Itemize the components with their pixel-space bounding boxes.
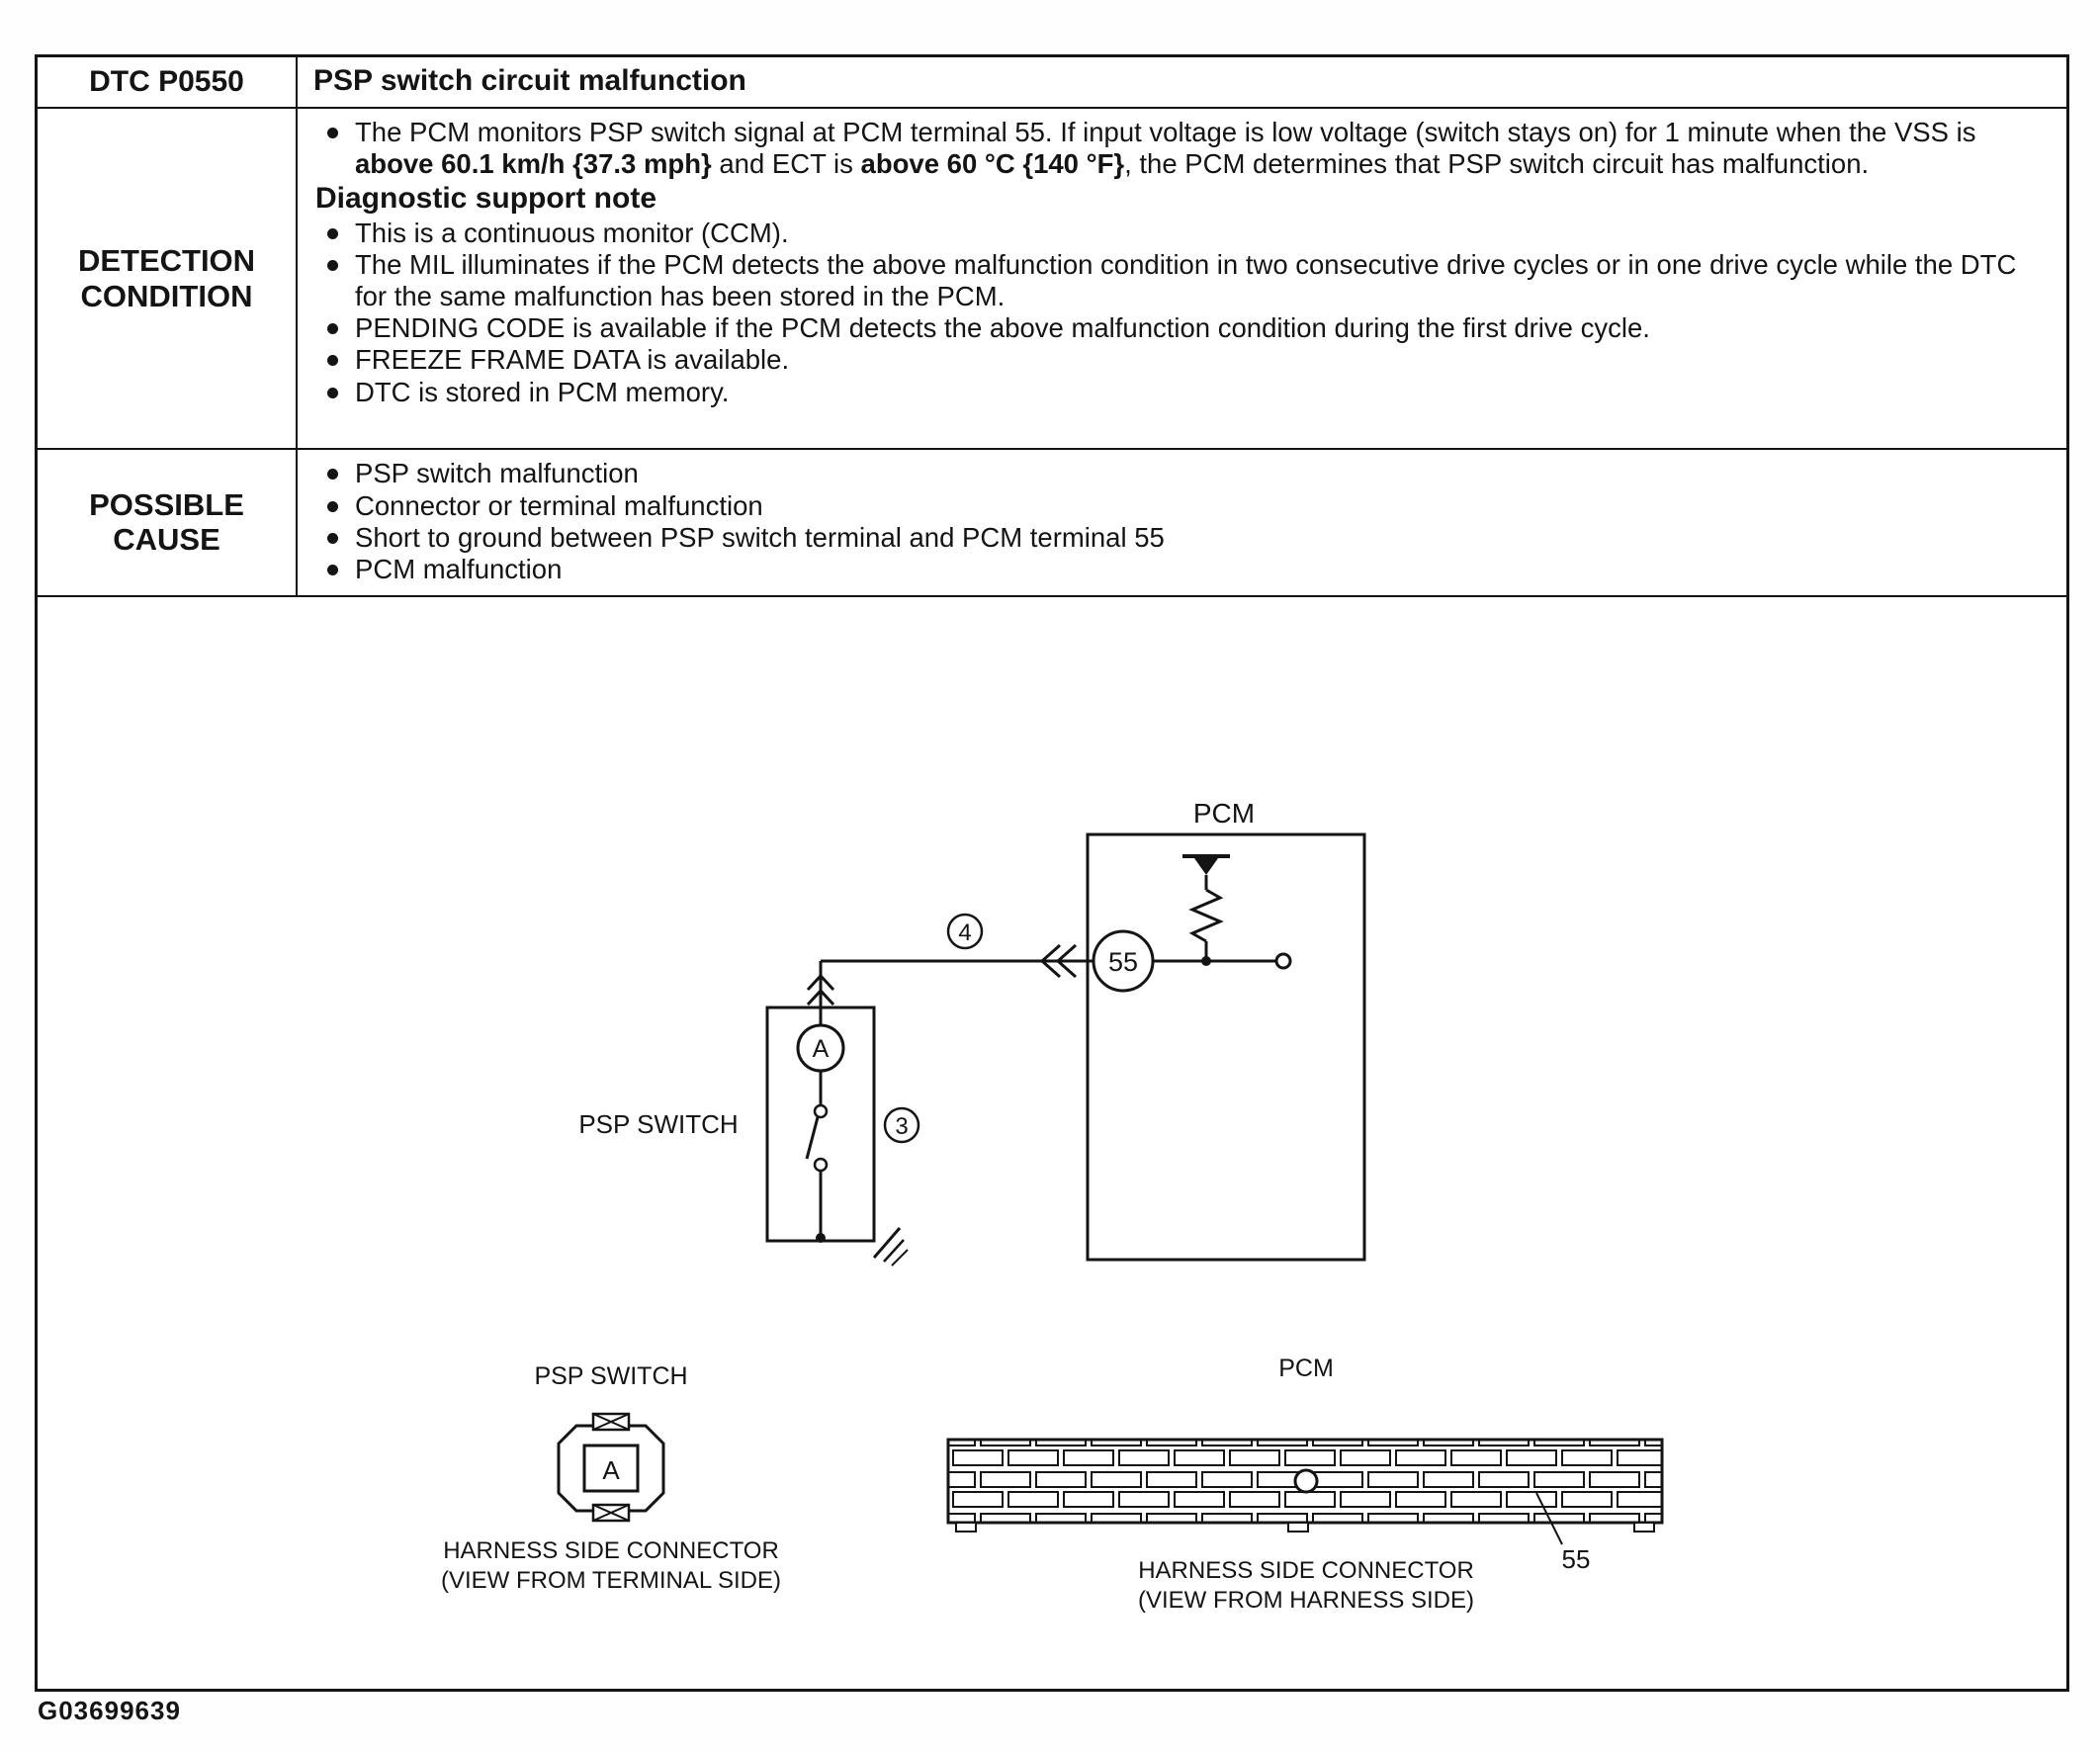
junction-dot [1201, 956, 1211, 966]
text-segment-bold: above 60 °C {140 °F} [860, 147, 1125, 179]
circuit-diagram [38, 597, 2066, 1689]
detection-bullet-3 [313, 249, 2051, 311]
figure-id: G03699639 [38, 1696, 181, 1725]
text-segment: DTC is stored in PCM memory. [355, 376, 730, 407]
terminal-a-label: A [812, 1034, 830, 1063]
text-segment: This is a continuous monitor (CCM). [355, 218, 789, 249]
detection-bullet-list-top [313, 117, 2051, 179]
cause-bullet-1 [313, 458, 2051, 488]
text-segment: PCM malfunction [355, 554, 563, 585]
psp-connector-pin-a: A [602, 1454, 620, 1485]
text-segment-bold: above 60.1 km/h {37.3 mph} [355, 147, 712, 179]
pcm-connector-caption-1: HARNESS SIDE CONNECTOR [1138, 1556, 1474, 1584]
terminal-55-label: 55 [1107, 946, 1139, 977]
diagnostic-support-note-heading: Diagnostic support note [315, 181, 656, 215]
possible-cause-row [38, 450, 2066, 596]
connector-foot-right [1634, 1523, 1654, 1532]
pcm-connector-title: PCM [1278, 1354, 1334, 1382]
wiring-diagram-row [38, 597, 2066, 1689]
detection-bullet-1 [313, 117, 2051, 179]
pcm-block-label: PCM [1192, 797, 1256, 829]
connector-lock-tab-bottom [593, 1505, 629, 1521]
wire-3-callout [885, 1108, 919, 1142]
wire-4-label: 4 [958, 919, 972, 946]
detection-bullet-5 [313, 344, 2051, 375]
connector-foot-left [956, 1523, 976, 1532]
text-segment: FREEZE FRAME DATA is available. [355, 344, 790, 376]
text-segment: , the PCM determines that PSP switch circuit has malfunction. [1124, 147, 1870, 179]
wiring-diagram-cell [38, 597, 2066, 1689]
text-segment: PENDING CODE is available if the PCM detects the above malfunction condition during the first drive cycle. [355, 312, 1650, 344]
cause-bullet-2 [313, 490, 2051, 521]
possible-cause-bullet-list [313, 458, 2051, 584]
wire-3-label: 3 [895, 1112, 909, 1140]
dtc-code: DTC P0550 [38, 57, 298, 107]
possible-cause-content [298, 450, 2066, 594]
text-segment: Connector or terminal malfunction [355, 489, 763, 521]
text-segment: Short to ground between PSP switch terminal and PCM terminal 55 [355, 521, 1165, 553]
pcm-connector-hole [1295, 1470, 1317, 1492]
psp-connector-drawing [559, 1414, 663, 1521]
wire-4-callout [948, 915, 982, 948]
dtc-title: PSP switch circuit malfunction [313, 64, 746, 97]
cause-bullet-4 [313, 554, 2051, 584]
power-supply-icon [1182, 856, 1230, 890]
cause-bullet-3 [313, 522, 2051, 553]
pcm-connector-pin-55: 55 [1561, 1543, 1591, 1574]
detection-condition-label: DETECTION CONDITION [38, 109, 298, 448]
pcm-connector-caption-2: (VIEW FROM HARNESS SIDE) [1137, 1586, 1475, 1614]
text-segment: The PCM monitors PSP switch signal at PCM terminal 55. If input voltage is low voltage (switch stays on) for 1 minute when the VSS is [355, 117, 1976, 148]
psp-connector-caption-2: (VIEW FROM TERMINAL SIDE) [440, 1566, 782, 1594]
psp-connector-caption-1: HARNESS SIDE CONNECTOR [443, 1536, 779, 1564]
text-segment: PSP switch malfunction [355, 458, 639, 489]
resistor-icon [1192, 890, 1220, 941]
dtc-header-row [38, 57, 2066, 109]
detection-bullet-list [313, 218, 2051, 407]
detection-condition-content [298, 109, 2066, 448]
pcm-box [1088, 834, 1364, 1260]
psp-switch-label: PSP SWITCH [578, 1108, 739, 1139]
connector-lock-tab-top [593, 1414, 629, 1430]
detection-condition-row [38, 109, 2066, 450]
psp-connector-title: PSP SWITCH [534, 1361, 688, 1390]
detection-bullet-4 [313, 312, 2051, 343]
detection-bullet-2 [313, 218, 2051, 248]
dtc-table [35, 54, 2069, 1692]
text-segment: The MIL illuminates if the PCM detects the above malfunction condition in two consecutive drive cycles or in one drive cycle while the DTC for the same malfunction has been stored in the PCM. [355, 249, 2017, 311]
connector-foot-center [1288, 1523, 1308, 1532]
pcm-output-terminal [1276, 954, 1290, 968]
possible-cause-label: POSSIBLE CAUSE [38, 450, 298, 594]
ground-icon [874, 1228, 908, 1266]
text-segment: and ECT is [711, 147, 861, 179]
switch-icon [807, 1071, 827, 1243]
pcm-connector-drawing [948, 1440, 1662, 1574]
detection-bullet-6 [313, 377, 2051, 407]
